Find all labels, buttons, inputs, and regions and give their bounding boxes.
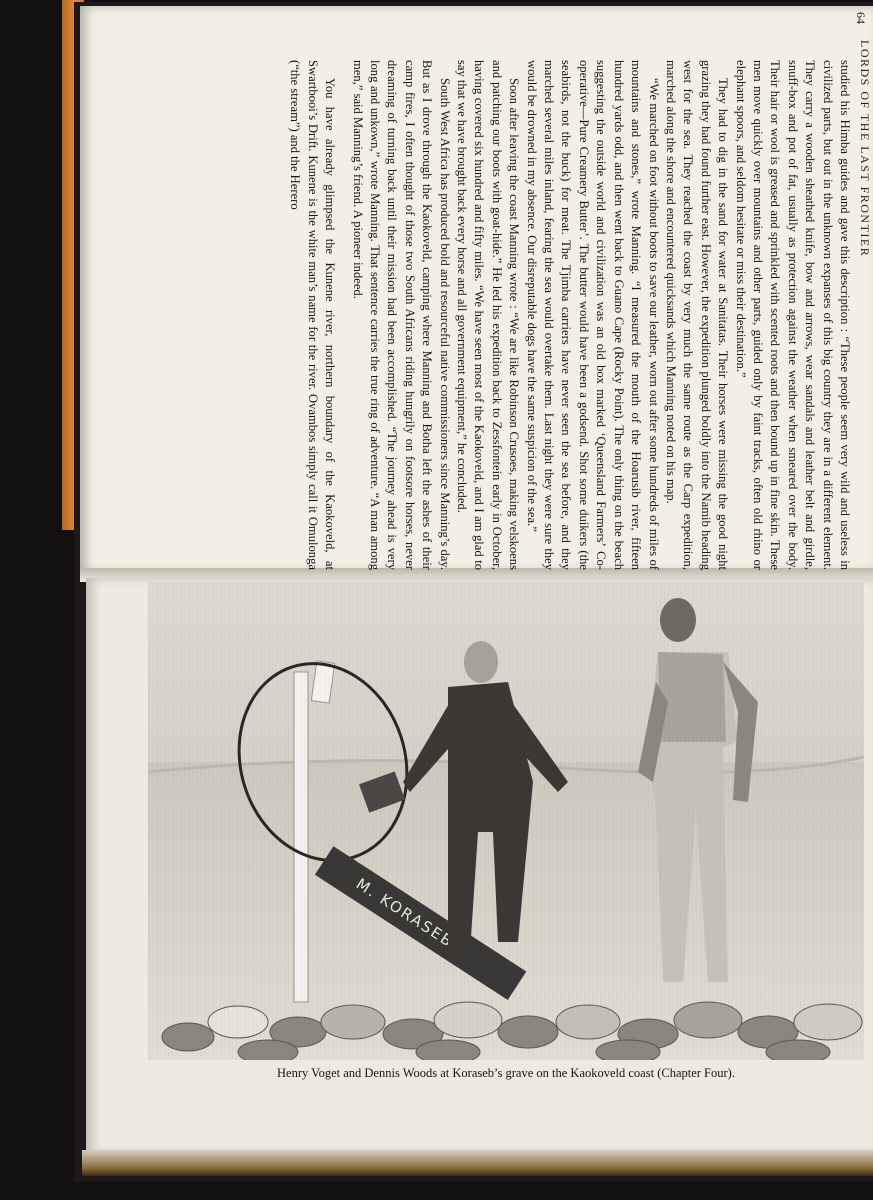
photo-illustration <box>148 582 864 1060</box>
paragraph: South West Africa has produced bold and resourceful native commissioners since Manning’s day. But as I drove through the Kaokoveld, camping where Manning and Botha left the ashes of their camp fires, I often thought of those two South Africans riding hungrily on footsore horses, never dreaming of turning back until their mission had been accomplished. “The journey ahead is very long and unkown,” wrote Manning. That sentence carries the true ring of adventure. “A man among men,” said Manning’s friend. A pioneer indeed. <box>350 60 452 570</box>
paragraph: You have already glimpsed the Kunene river, northern boundary of the Kaokoveld, at Swartbooi’s Drift. Kunene is the white man’s name for the river. Ovambos simply call it Omulonga (“the stream”) and the Herero <box>288 60 338 570</box>
photo-caption: Henry Voget and Dennis Woods at Koraseb’s grave on the Kaokoveld coast (Chapter Four). <box>277 1066 735 1080</box>
paragraph: Soon after leaving the coast Manning wrote : “We are like Robinson Crusoes, making velskoens and patching our boots with goat-hide.” He led his expedition back to Zessfontein early in October, having covered six hundred and fifty miles. “We have seen most of the Kaokoveld, and I am glad to say that we have brought back every horse and all government equipment,” he concluded. <box>455 60 522 570</box>
photograph <box>148 582 864 1060</box>
paragraph: “We marched on foot without boots to save our leather, worn out after some hundreds of miles of mountains and stones,” wrote Manning. “I measured the mouth of the Hoarusib river, fifteen hundred yards odd, and then went back to Guano Cape (Rocky Point). The only thing on the beach suggesting the outside world and civilization was an old box marked ‘Queensland Farmers’ Co-operative—Pure Creamery Butter’. The butter would have been a godsend. Shot some duikers (the seabirds, not the buck) for meat. The Tjimba carriers have never seen the sea before, and they marched several miles inland, fearing the sea would overtake them. Last night they were sure they would be drowned in my absence. Our disreputable dogs have the same suspicion of the sea.” <box>524 60 661 570</box>
paragraph: They had to dig in the sand for water at Sanitatas. Their horses were missing the good night grazing they had found further east. However, the expedition plunged boldly into the Namib heading west for the sea. They reached the coast by very much the same route as the Carp expedition, marched along the shore and encountered quicksands which Manning noted on his map. <box>663 60 731 570</box>
paragraph: studied his Himba guides and gave this description : “These people seem very wild and useless in civilized parts, but out in the unknown expanses of this big country they are in a different element. They carry a wooden sheathed knife, bow and arrows, wear sandals and leather belt and girdle, snuff-box and pot of fat, usually as protection against the weather when smeared over the body. Their hair or wool is greased and sprinkled with scented roots and then bound up in fine skin. These men move quickly over mountains and other parts, guided only by faint tracks, often old rhino or elephant spoors, and seldom hesitate or miss their destination.” <box>733 60 852 570</box>
page-number: 64 <box>854 12 868 24</box>
body-text-column <box>163 60 853 570</box>
running-header: LORDS OF THE LAST FRONTIER <box>858 40 872 258</box>
book-bottom-edge <box>82 1150 873 1176</box>
